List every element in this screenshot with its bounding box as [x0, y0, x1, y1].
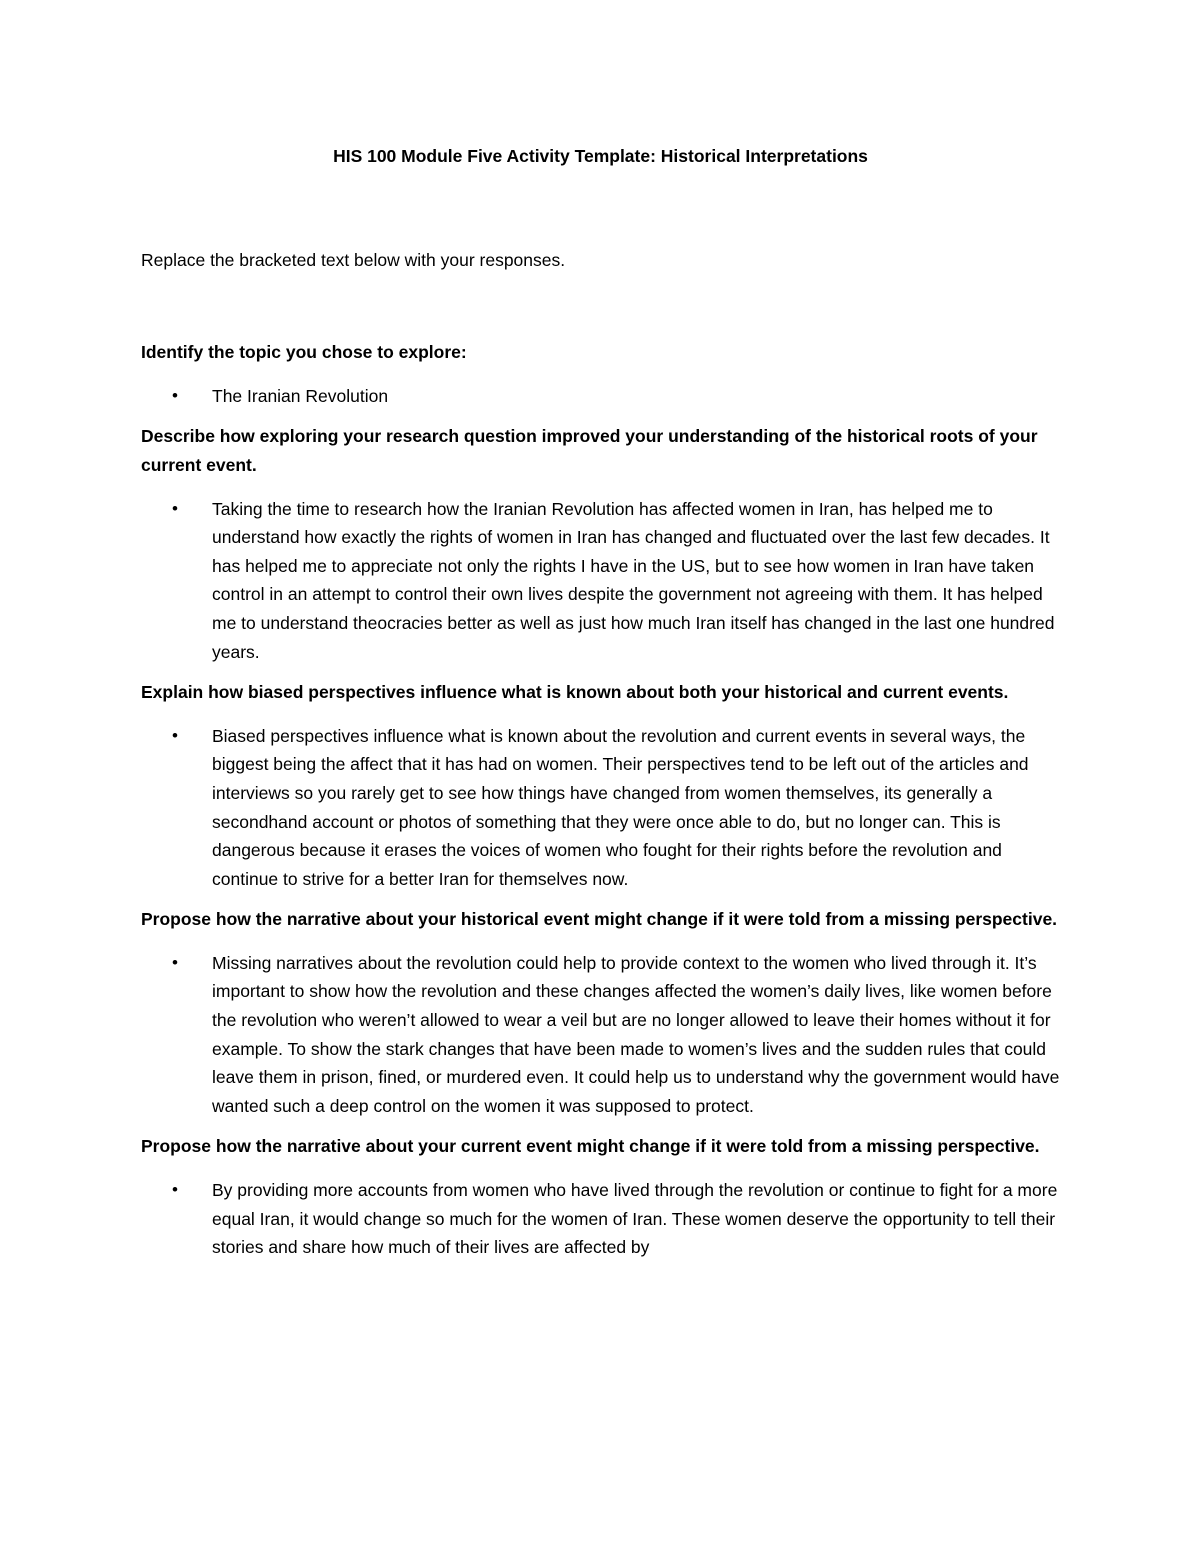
answer-item [141, 495, 1060, 667]
answer-text: By providing more accounts from women who have lived through the revolution or continue to fight for a more equal Iran, it would change so much for the women of Iran. These women deserve the opportunity to tell their stories and share how much of their lives are affected by [212, 1180, 1058, 1258]
question-topic: Identify the topic you chose to explore: [141, 342, 467, 363]
answer-item [141, 949, 1060, 1121]
answer-list-topic [141, 382, 1060, 411]
answer-list-research [141, 495, 1060, 667]
bullet-icon: • [172, 725, 178, 745]
answer-item [141, 382, 1060, 411]
bullet-icon: • [172, 385, 178, 405]
document-title: HIS 100 Module Five Activity Template: Historical Interpretations [333, 146, 868, 166]
answer-text: The Iranian Revolution [212, 385, 389, 406]
answer-item [141, 722, 1060, 894]
answer-text: Missing narratives about the revolution could help to provide context to the women who lived through it. It’s important to show how the revolution and these changes affected the women’s daily lives, like women before the revolution who weren’t allowed to wear a veil but are no longer allowed to leave their homes without it for example. To show the stark changes that have been made to women’s lives and the sudden rules that could leave them in prison, fined, or murdered even. It could help us to understand why the government would have wanted such a deep control on the women it was supposed to protect. [212, 952, 1060, 1116]
question-current-narrative: Propose how the narrative about your current event might change if it were told from a missing perspective. [141, 1136, 1040, 1157]
bullet-icon: • [172, 1180, 178, 1200]
question-historical-narrative: Propose how the narrative about your historical event might change if it were told from a missing perspective. [141, 909, 1058, 930]
bullet-icon: • [172, 498, 178, 518]
answer-text: Biased perspectives influence what is known about the revolution and current events in several ways, the biggest being the affect that it has had on women. Their perspectives tend to be left out of the articles and interviews so you rarely get to see how things have changed from women themselves, its generally a secondhand account or photos of something that they were once able to do, but no longer can. This is dangerous because it erases the voices of women who fought for their rights before the revolution and continue to strive for a better Iran for themselves now. [212, 725, 1029, 889]
question-biased-perspectives: Explain how biased perspectives influence what is known about both your historical and current events. [141, 682, 1009, 703]
answer-list-current-narrative [141, 1176, 1060, 1262]
answer-text: Taking the time to research how the Iranian Revolution has affected women in Iran, has helped me to understand how exactly the rights of women in Iran has changed and fluctuated over the last few decades. It has helped me to appreciate not only the rights I have in the US, but to see how women in Iran have taken control in an attempt to control their own lives despite the government not agreeing with them. It has helped me to understand theocracies better as well as just how much Iran itself has changed in the last one hundred years. [212, 498, 1055, 662]
bullet-icon: • [172, 952, 178, 972]
answer-item [141, 1176, 1060, 1262]
instructions-text: Replace the bracketed text below with your responses. [141, 249, 566, 270]
answer-list-historical-narrative [141, 949, 1060, 1121]
question-research: Describe how exploring your research question improved your understanding of the historical roots of your current event. [141, 426, 1038, 475]
answer-list-biased-perspectives [141, 722, 1060, 894]
